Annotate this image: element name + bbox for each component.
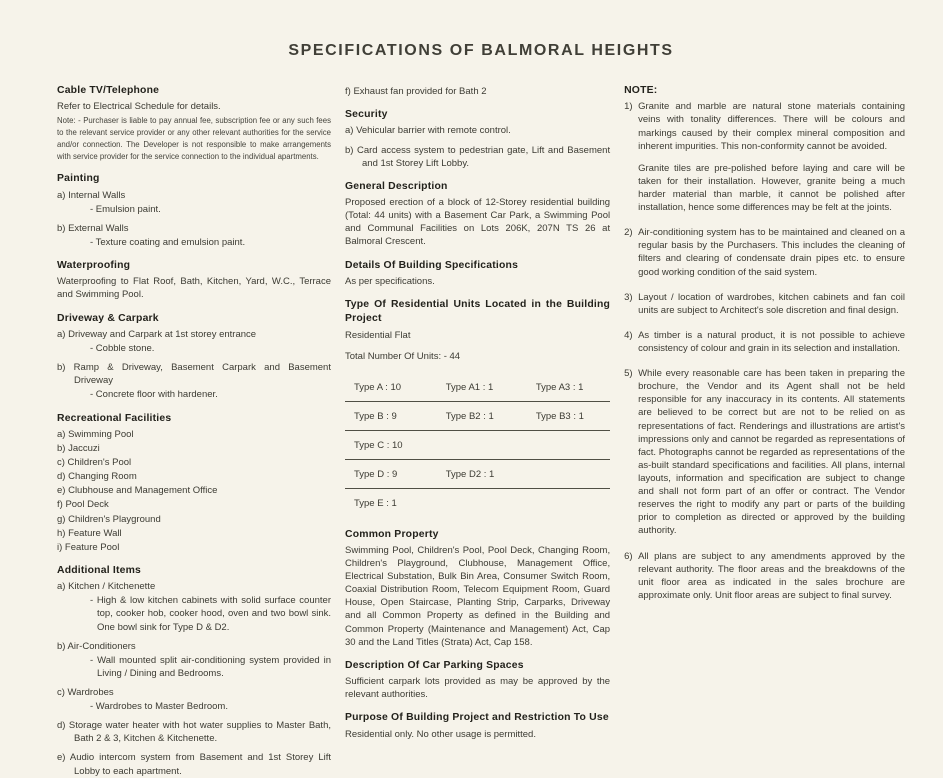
section-heading: Recreational Facilities [57, 412, 172, 424]
note-continuation: Granite tiles are pre-polished before laying and care will be taken for their installation. However, granite being a much harder material than marble, it cannot be polished after installation, hence some differences may be felt at the joints. [638, 162, 906, 214]
table-cell: Type E : 1 [354, 498, 397, 510]
sub-list-item: - Emulsion paint. [90, 203, 161, 215]
list-item: c) Children's Pool [57, 457, 132, 469]
section-heading: Purpose Of Building Project and Restriction To Use [345, 712, 609, 724]
fine-print-note: Note: - Purchaser is liable to pay annual fee, subscription fee or any such fees to the relevant service provider or any other relevant authorities for the service and/or connection. The Developer is not responsible to make arrangements with service provider for the service connection to the individual apartments. [57, 116, 331, 161]
table-row [345, 373, 610, 402]
note-number: 1) [624, 101, 633, 113]
note-number: 2) [624, 227, 633, 239]
table-cell: Type A : 10 [354, 382, 402, 393]
table-row [345, 460, 610, 489]
paragraph: Residential Flat [345, 329, 411, 341]
paragraph: Swimming Pool, Children's Pool, Pool Deck, Changing Room, Children's Playground, Clubhouse, Management Office, Electrical Substation, Bulk Bin Area, Consumer Switch Room, Coaxial Distribution Room, Telecom Equipment Room, Guard House, Open Staircase, Planting Strip, Carparks, Driveway and all Common Property as defined in the Building and Common Property (Maintenance and Management) Act, Cap 30 and the Land Titles (Strata) Act, Cap 158. [345, 544, 611, 648]
list-item: a) Internal Walls [57, 189, 126, 201]
table-row [345, 489, 610, 517]
table-cell: Type A3 : 1 [535, 382, 584, 393]
list-item: d) Storage water heater with hot water supplies to Master Bath, Bath 2 & 3, Kitchen & Kitchenette. [57, 720, 331, 745]
table-cell: Type D2 : 1 [445, 469, 495, 481]
paragraph: Total Number Of Units: - 44 [345, 350, 461, 362]
column-middle [345, 84, 610, 742]
sub-list-item: - Texture coating and emulsion paint. [90, 236, 246, 248]
table-cell: Type B3 : 1 [535, 411, 584, 423]
note-text: As timber is a natural product, it is not possible to achieve consistency of colour and grain in its selection and installation. [638, 329, 906, 354]
paragraph: Waterproofing to Flat Roof, Bath, Kitchen, Yard, W.C., Terrace and Swimming Pool. [57, 276, 331, 301]
table-cell: Type B2 : 1 [445, 411, 494, 423]
paragraph: As per specifications. [345, 275, 435, 287]
table-row [345, 431, 610, 460]
list-item: a) Vehicular barrier with remote control. [345, 125, 511, 137]
section-heading: Additional Items [57, 564, 142, 576]
numbered-note [624, 291, 905, 317]
table-cell: Type B : 9 [354, 411, 397, 423]
list-item: e) Clubhouse and Management Office [57, 485, 218, 497]
paragraph: Residential only. No other usage is permitted. [345, 728, 536, 740]
list-item: d) Changing Room [57, 471, 137, 483]
table-cell [536, 468, 610, 481]
numbered-note [624, 550, 905, 602]
note-text: Air-conditioning system has to be maintained and cleaned on a regular basis by the Purchasers. This includes the cleaning of filters and clearing of condensate drain pipes etc. to ensure good working condition of the said system. [638, 227, 906, 278]
section-heading: Driveway & Carpark [57, 312, 159, 324]
sub-list-item: - Wall mounted split air-conditioning system provided in Living / Dining and Bedrooms. [90, 654, 331, 679]
sub-list-item: - High & low kitchen cabinets with solid surface counter top, cooker hob, cooker hood, oven and two bowl sink. One bowl sink for Type D & D2. [90, 595, 331, 633]
list-item: a) Kitchen / Kitchenette [57, 581, 156, 593]
list-item: g) Children's Playground [57, 513, 161, 525]
paragraph: Sufficient carpark lots provided as may be approved by the relevant authorities. [345, 676, 611, 701]
note-text: While every reasonable care has been taken in preparing the brochure, the Vendor and its Agent shall not be held responsible for any inaccuracy in its contents. All statements are believed to be correct but are not to be relied on as representations of fact. Renderings and illustrations are artist's impressions only and cannot be regarded as representations of fact. Photographs cannot be regarded as representations of the as-built standard specifications and facilities. All plans, internal layouts, information and specification are subject to change and shall not form part of an offer or contract. The Vendor reserves the right to modify any part or parts of the building prior to completion as directed or approved by the building authority. [638, 368, 906, 537]
sub-list-item: - Cobble stone. [90, 343, 155, 355]
note-number: 3) [624, 291, 633, 303]
paragraph: Proposed erection of a block of 12-Storey residential building (Total: 44 units) with a Basement Car Park, a Swimming Pool and Communal Facilities on Lots 206K, 207N TS 26 at Balmoral Crescent. [345, 197, 611, 248]
columns-container [57, 84, 905, 778]
note-number: 4) [624, 329, 633, 341]
note-number: 5) [624, 368, 633, 380]
list-item: i) Feature Pool [57, 541, 120, 553]
note-text: Layout / location of wardrobes, kitchen cabinets and fan coil units are subject to Architect's sole discretion and final design. [638, 291, 906, 316]
section-heading: Description Of Car Parking Spaces [345, 659, 524, 671]
column-right [624, 84, 905, 614]
list-item: b) Ramp & Driveway, Basement Carpark and Basement Driveway [57, 362, 331, 387]
list-item: e) Audio intercom system from Basement and 1st Storey Lift Lobby to each apartment. [57, 752, 331, 777]
section-heading: Cable TV/Telephone [57, 85, 160, 96]
sub-list-item: - Wardrobes to Master Bedroom. [90, 701, 228, 713]
table-cell [446, 439, 536, 452]
column-left [57, 84, 331, 778]
list-item: b) Jaccuzi [57, 442, 100, 454]
section-heading: General Description [345, 180, 448, 192]
table-cell [446, 497, 536, 510]
table-cell: Type A1 : 1 [445, 382, 494, 393]
list-item: a) Swimming Pool [57, 428, 134, 440]
note-text: All plans are subject to any amendments approved by the relevant authority. The floor areas and the breakdowns of the unit floor area as indicated in the sales brochure are approximate only. Unit floor areas are subject to final survey. [638, 550, 906, 601]
list-item: c) Wardrobes [57, 686, 114, 698]
numbered-note [624, 367, 905, 537]
table-row [345, 402, 610, 431]
list-item: h) Feature Wall [57, 527, 122, 539]
section-heading: Security [345, 109, 388, 121]
list-item: b) Air-Conditioners [57, 640, 136, 652]
table-cell [536, 497, 610, 510]
note-text: Granite and marble are natural stone materials containing veins with tonality differences. There will be colours and markings caused by their complex mineral composition and inherent impurities. This non-conformity cannot be avoided. [638, 101, 906, 152]
table-cell: Type C : 10 [354, 440, 403, 452]
section-heading: Common Property [345, 528, 439, 540]
table-cell: Type D : 9 [354, 469, 398, 481]
paragraph: Refer to Electrical Schedule for details. [57, 101, 221, 113]
section-heading: Painting [57, 173, 100, 185]
numbered-note [624, 329, 905, 355]
numbered-note [624, 100, 905, 152]
note-number: 6) [624, 550, 633, 562]
list-item: a) Driveway and Carpark at 1st storey entrance [57, 328, 257, 340]
section-heading: Details Of Building Specifications [345, 259, 519, 271]
sub-list-item: - Concrete floor with hardener. [90, 389, 218, 401]
section-heading: Type Of Residential Units Located in the Building Project [345, 299, 611, 325]
section-heading: Waterproofing [57, 260, 131, 272]
list-item: b) External Walls [57, 222, 129, 234]
section-heading: NOTE: [624, 85, 658, 96]
numbered-note [624, 226, 905, 278]
table-cell [536, 439, 610, 452]
list-item: f) Pool Deck [57, 499, 109, 511]
unit-types-table [345, 373, 610, 518]
list-item: f) Exhaust fan provided for Bath 2 [345, 86, 487, 97]
list-item: b) Card access system to pedestrian gate, Lift and Basement and 1st Storey Lift Lobby. [345, 144, 611, 169]
page-title: SPECIFICATIONS OF BALMORAL HEIGHTS [288, 42, 674, 59]
